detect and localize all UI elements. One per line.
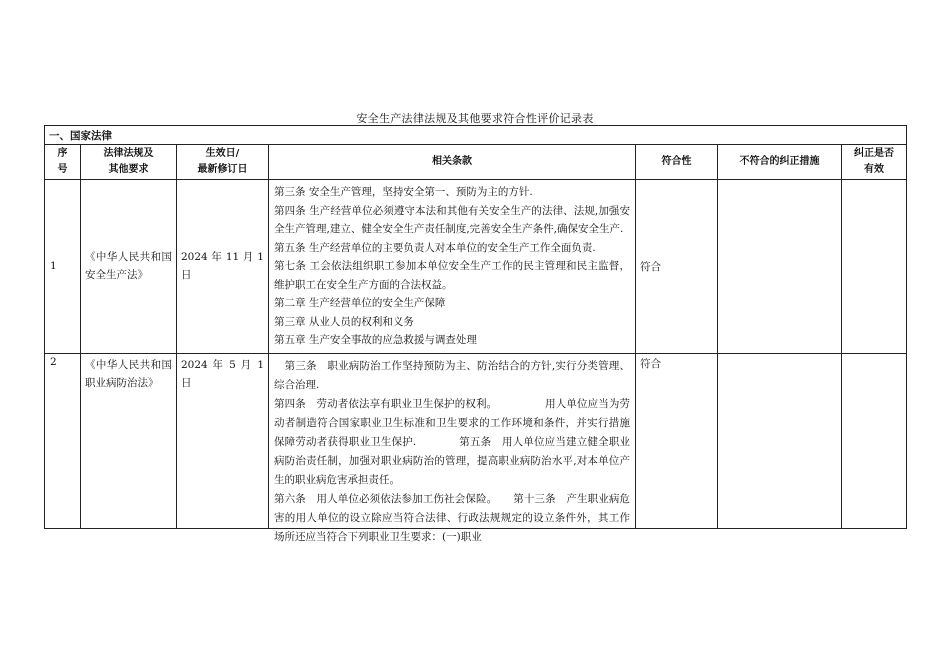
- effective-date: 2024 年 11 月 1 日: [177, 180, 269, 354]
- header-measure: 不符合的纠正措施: [718, 145, 842, 180]
- compliance-table: [44, 125, 907, 543]
- clause-item: 第四条 劳动者依法享有职业卫生保护的权利。 用人单位应当为劳动者制造符合国家职业卫生标准和卫生要求的工作环境和条件，并实行措施保障劳动者获得职业卫生保护. 第五条 用人单位应当建立健全职业病防治责任制，加强对职业病防治的管理，提高职业病防治水平,对本单位产生的职业病危害承担责任。: [274, 397, 630, 486]
- conformity-value: 符合: [636, 180, 718, 354]
- related-clauses: [269, 353, 636, 543]
- correction-effective: [842, 180, 907, 354]
- table-row: [45, 180, 907, 354]
- clause-item: 第七条 工会依法组织职工参加本单位安全生产工作的民主管理和民主监督，维护职工在安全生产方面的合法权益。: [274, 260, 630, 291]
- header-conform: 符合性: [636, 145, 718, 180]
- clause-item: 第三章 从业人员的权利和义务: [274, 315, 414, 328]
- related-clauses: [269, 180, 636, 354]
- clause-item: 第四条 生产经营单位必须遵守本法和其他有关安全生产的法律、法规,加强安全生产管理,建立、健全安全生产责任制度,完善安全生产条件,确保安全生产.: [274, 204, 630, 235]
- section-row: [45, 126, 907, 145]
- header-row: [45, 145, 907, 180]
- correction-effective: [842, 353, 907, 528]
- header-effective: [842, 145, 907, 180]
- header-law-line1: 法律法规及: [103, 148, 154, 159]
- law-name: 《中华人民共和国职业病防治法》: [81, 353, 177, 528]
- clause-item: 第三条 安全生产管理，坚持安全第一、预防为主的方针.: [274, 186, 533, 198]
- header-num-line2: 号: [57, 164, 68, 175]
- header-clauses: 相关条款: [269, 145, 636, 180]
- corrective-measure: [718, 180, 842, 354]
- header-date-line2: 最新修订日: [197, 164, 248, 175]
- header-law: [81, 145, 177, 180]
- conformity-value: 符合: [636, 353, 718, 528]
- row-number: 1: [45, 180, 81, 354]
- header-law-line2: 其他要求: [108, 164, 149, 175]
- clauses-clip: [274, 357, 630, 543]
- law-name: 《中华人民共和国安全生产法》: [81, 180, 177, 354]
- effective-date: 2024 年 5 月 1 日: [177, 353, 269, 528]
- clause-item: 第六条 用人单位必须依法参加工伤社会保险。 第十三条 产生职业病危害的用人单位的设立除应当符合法律、行政法规规定的设立条件外，其工作场所还应当符合下列职业卫生要求：(一)职业: [274, 492, 630, 543]
- table-row: [45, 353, 907, 528]
- header-date-line1: 生效日/: [205, 148, 240, 159]
- section-title: 一、国家法律: [45, 126, 907, 145]
- clause-item: 第五条 生产经营单位的主要负责人对本单位的安全生产工作全面负责.: [274, 241, 596, 254]
- clause-item: 第五章 生产安全事故的应急救援与调查处理: [274, 334, 477, 346]
- corrective-measure: [718, 353, 842, 528]
- document-title: 安全生产法律法规及其他要求符合性评价记录表: [356, 112, 594, 125]
- header-num: [45, 145, 81, 180]
- row-number: 2: [45, 353, 81, 528]
- clause-item: 第二章 生产经营单位的安全生产保障: [274, 297, 446, 309]
- header-date: [177, 145, 269, 180]
- header-effective-line2: 有效: [864, 164, 885, 175]
- header-num-line1: 序: [57, 148, 68, 159]
- clause-item: 第三条 职业病防治工作坚持预防为主、防治结合的方针,实行分类管理、综合治理.: [274, 359, 630, 391]
- header-effective-line1: 纠正是否: [854, 148, 895, 159]
